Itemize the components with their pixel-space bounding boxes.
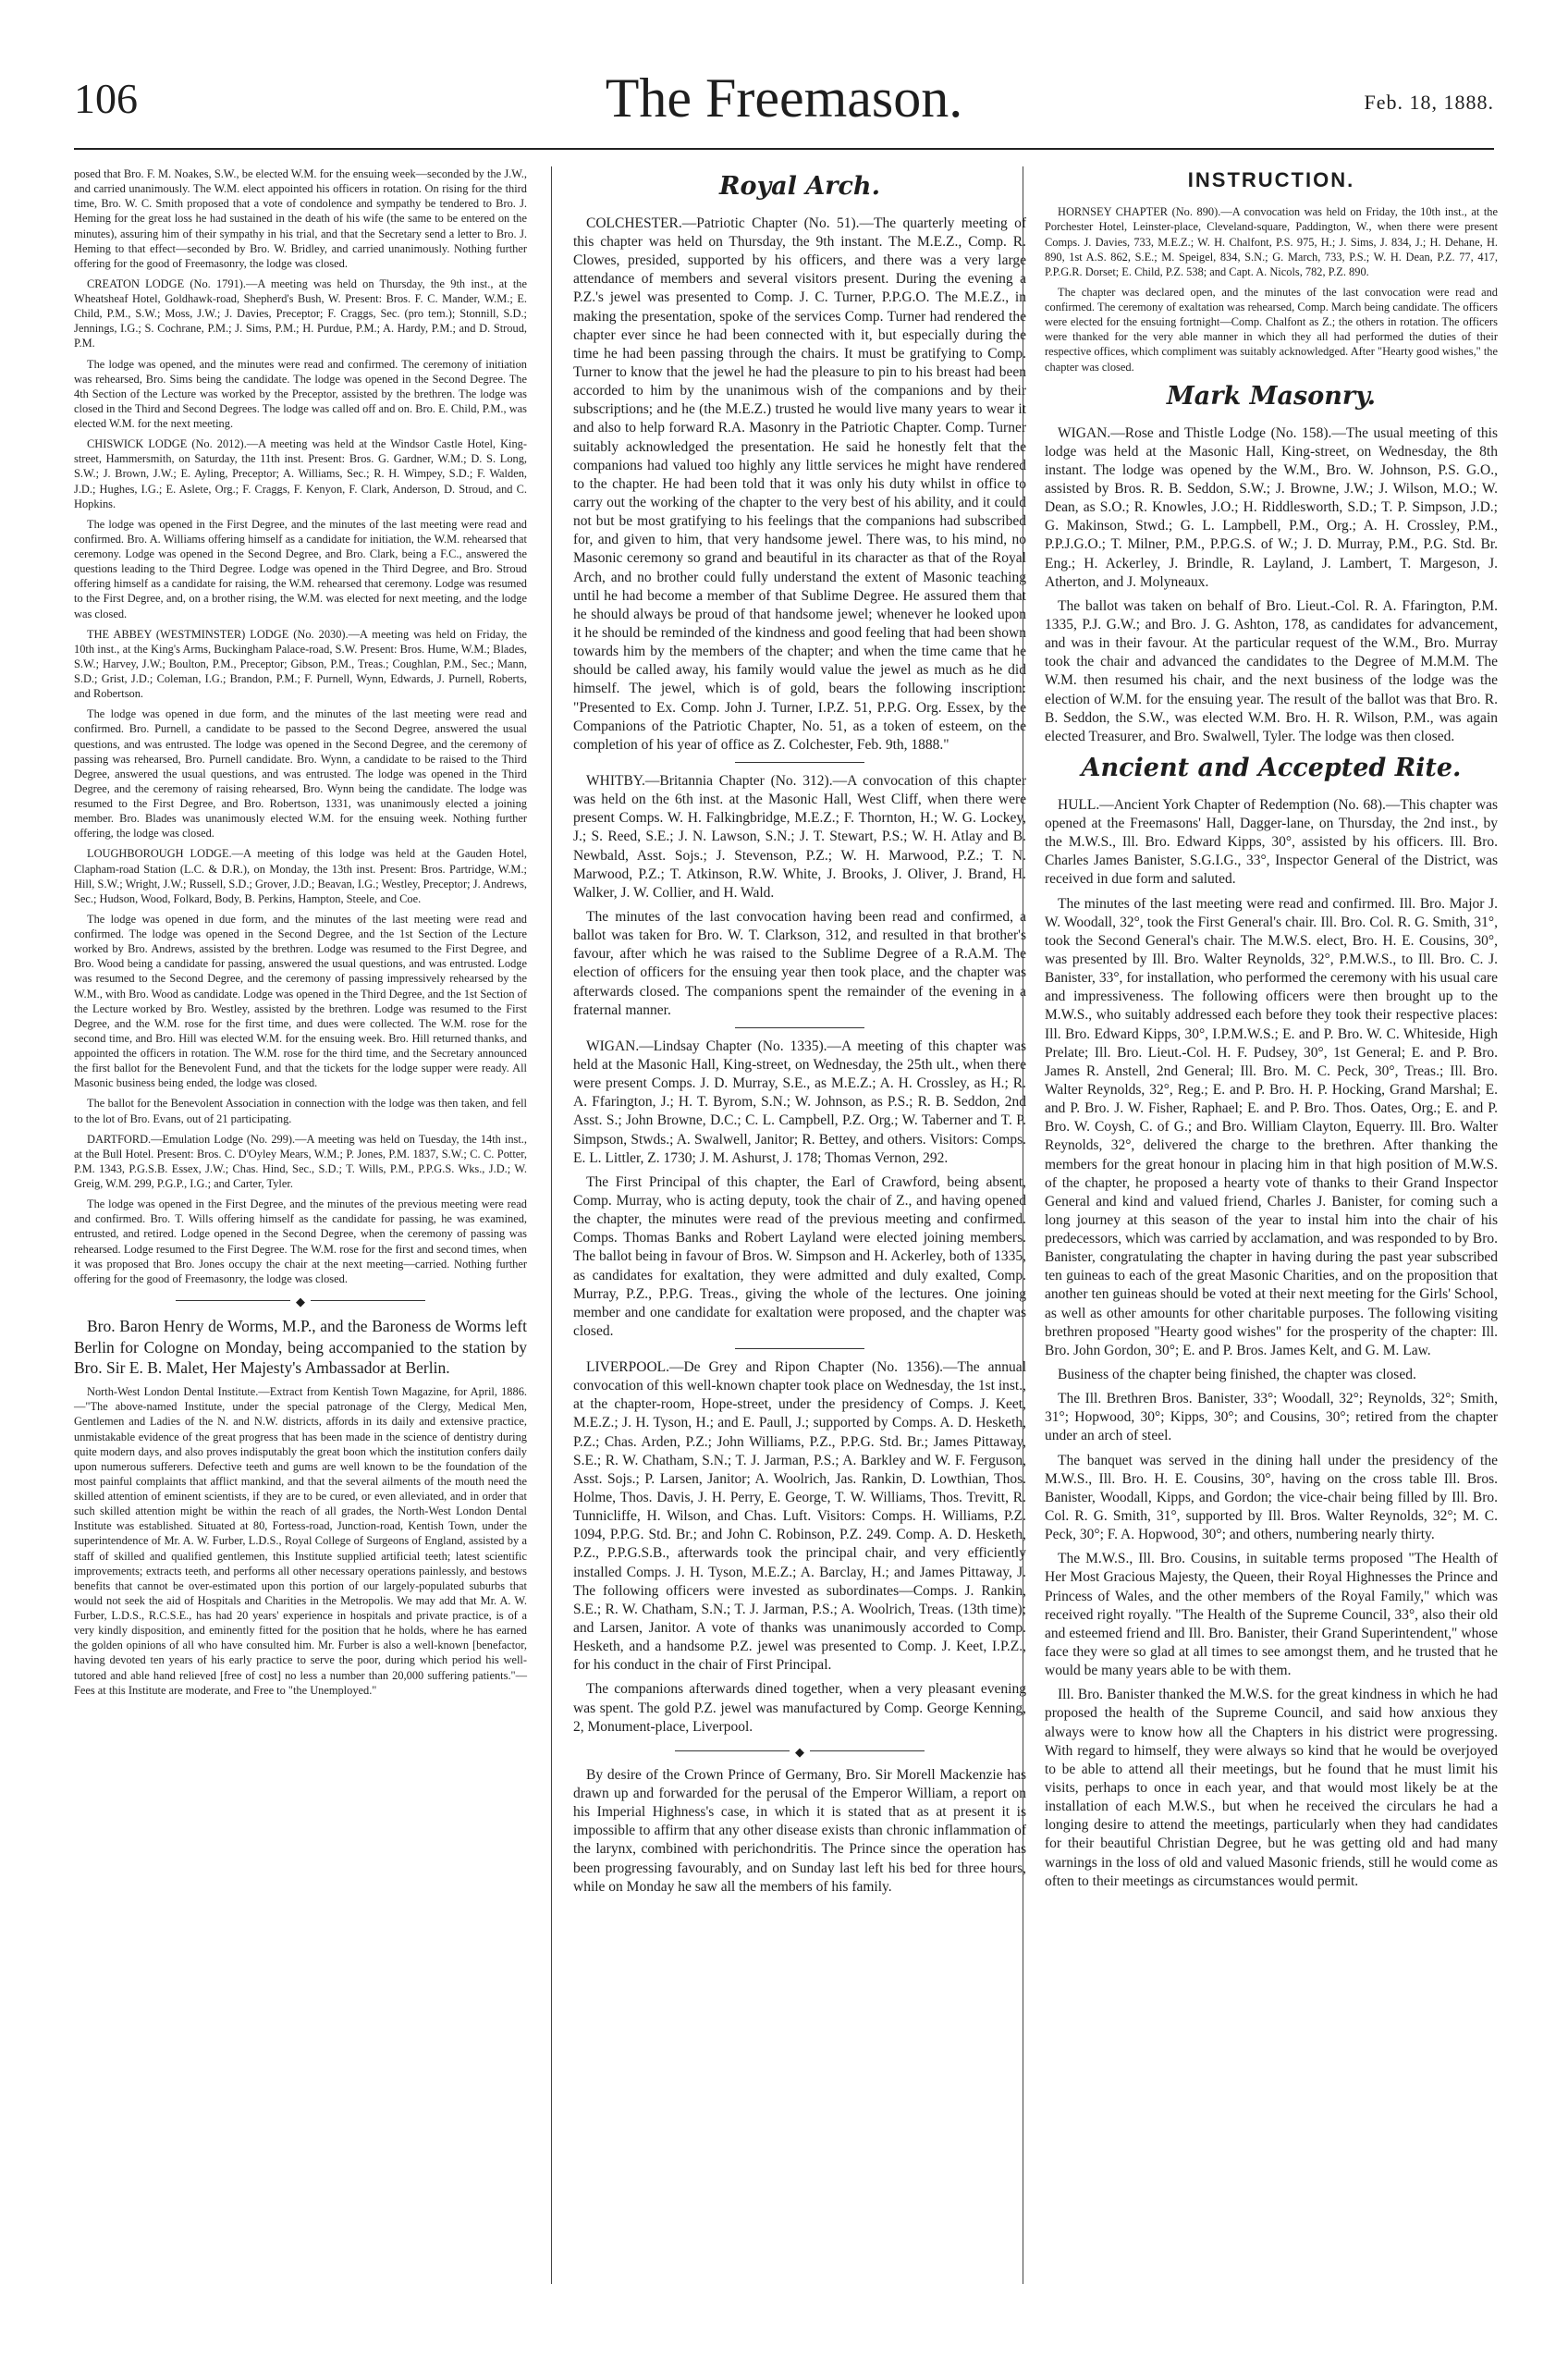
article-text: The ballot was taken on behalf of Bro. Lieut.-Col. R. A. Ffarington, P.M. 1335, P.J. G.W.; and Bro. J. G. Ashton, 178, as candidates for advancement, and was in their favour. At the particular request of the W.M., Bro. Murray took the chair and advanced the candidates to the Degree of M.M.M. The W.M. then resumed his chair, and the next business of the lodge was the election of W.M. for the ensuing year. The result of the ballot was that Bro. R. B. Seddon, the S.W., was elected W.M. Bro. H. R. Wilson, P.M., was again elected Treasurer, and Bro. Swalwell, Tyler. The lodge was then closed.	[1045, 597, 1498, 744]
article-divider	[735, 1348, 864, 1349]
article-text: The First Principal of this chapter, the Earl of Crawford, being absent, Comp. Murray, who is acting deputy, took the chair of Z., and having opened the chapter, the minutes were read of the previous meeting and confirmed. Comps. Thomas Banks and Robert Layland were elected joining members. The ballot being in favour of Bros. W. Simpson and H. Ackerley, both of 1335, as candidates for exaltation, they were admitted and duly exalted, Comp. Murray, P.Z., P.P.G. Treas., giving the whole of the lectures. One joining member and one candidate for exaltation were proposed, and the chapter was closed.	[573, 1173, 1026, 1339]
article-text: The M.W.S., Ill. Bro. Cousins, in suitable terms proposed "The Health of Her Most Gracious Majesty, the Queen, their Royal Highnesses the Prince and Princess of Wales, and the other members of the Royal Family," which was received right royally. "The Health of the Supreme Council, 33°, also their old and esteemed friend and Ill. Bro. Banister, their Grand Superintendent," whose face they were so glad at all times to see amongst them, and he trusted that he would be many years able to be with them.	[1045, 1551, 1498, 1679]
article-text: posed that Bro. F. M. Noakes, S.W., be elected W.M. for the ensuing week—seconded by the J.W., and carried unanimously. The W.M. elect appointed his officers in rotation. On rising for the third time, Bro. W. C. Smith proposed that a vote of condolence and sympathy be tendered to Bro. J. Heming for the great loss he had sustained in the death of his wife (the same to be entered on the minutes), assuring him of their sympathy in his trial, and that the Secretary send a letter to Bro. J. Heming to that effect—seconded by Bro. W. Bridley, and carried unanimously. Nothing further offering for the good of Freemasonry, the lodge was closed.	[74, 167, 527, 270]
article-loughborough-lodge: LOUGHBOROUGH LODGE.—A meeting of this lodge was held at the Gauden Hotel, Clapham-road Station (L.C. & D.R.), on Monday, the 13th inst. Present: Bros. Partridge, W.M.; Hill, S.W.; Wright, J.W.; Russell, S.D.; Grover, J.D.; Beavan, I.G.; Westley, Preceptor; J. Andrews, Sec.; Hudson, Wood, Folkard, Body, B. Perkins, Hampton, Steele, and Coe.	[74, 847, 527, 905]
section-divider: ◆	[573, 1744, 1026, 1757]
article-text: The lodge was opened in the First Degree, and the minutes of the last meeting were read and confirmed. Bro. A. Williams offering himself as a candidate for initiation, the W.M. rehearsed that ceremony. Lodge was opened in the Second Degree, and Bro. Clark, being a F.C., answered the questions leading to the Third Degree. Lodge was opened in the Third Degree, and Bro. Stroud offering himself as a candidate for raising, the W.M. rehearsed that ceremony. Lodge was resumed to the First Degree, and, on a brother rising, the W.M. was elected for next meeting, and the lodge was closed.	[74, 517, 527, 620]
article-liverpool: LIVERPOOL.—De Grey and Ripon Chapter (No. 1356).—The annual convocation of this well-known chapter took place on Wednesday, the 1st inst., at the chapter-room, Hope-street, under the presidency of Comps. J. Keet, M.E.Z.; J. H. Tyson, H.; and E. Paull, J.; supported by Comps. A. D. Hesketh, P.Z.; Chas. Arden, P.Z.; John Williams, P.Z., P.P.G. Std. Br.; James Pittaway, S.E.; R. W. Chatham, S.N.; T. J. Jarman, P.S.; A. Barkley and W. F. Ferguson, Asst. Sojs.; P. Larsen, Janitor; A. Woolrich, Jas. Rankin, D. Lowthian, Thos. Holme, Thos. Davis, J. H. Perry, E. George, T. W. Williams, Thos. Trevitt, R. Tunnicliffe, H. Wilson, and Chas. Luft. Visitors: Comps. H. Williams, P.Z. 1094, P.P.G. Std. Br.; and John C. Robinson, P.Z. 249. Comp. A. D. Hesketh, P.Z., P.P.G.S.B., afterwards took the principal chair, and very efficiently installed Comps. J. H. Tyson, M.E.Z.; A. Barclay, H.; and James Pittaway, J. The following officers were invested as subordinates—Comps. J. Rankin, S.E.; R. W. Chatham, S.N.; T. J. Jarman, P.S.; A. Woolrich, Treas. (13th time); and Larsen, Janitor. A vote of thanks was unanimously accorded to Comp. Hesketh, and a handsome P.Z. jewel was presented to Comp. J. Keet, I.P.Z., for his conduct in the chair of First Principal.	[573, 1359, 1026, 1674]
article-wigan-rose-thistle: WIGAN.—Rose and Thistle Lodge (No. 158).—The usual meeting of this lodge was held at the Masonic Hall, King-street, on Wednesday, the 8th instant. The lodge was opened by the W.M., Bro. W. Johnson, P.S. G.O., assisted by Bros. R. B. Seddon, S.W.; J. Browne, J.W.; J. Wilson, M.O.; W. Dean, as S.O.; R. Knowles, J.O.; H. Riddlesworth, S.D.; T. P. Simpson, J.D.; G. Makinson, Stwd.; G. L. Lampbell, P.M., Org.; A. H. Crossley, P.M., P.P.J.G.O.; T. Milner, P.M., P.P.G.S. of W.; J. D. Murray, P.M., P.G. Std. Br. Eng.; H. Ackerley, J. Brindle, R. Layland, J. Lambert, T. Margeson, J. Atherton, and J. Molyneaux.	[1045, 424, 1498, 590]
article-dartford: DARTFORD.—Emulation Lodge (No. 299).—A meeting was held on Tuesday, the 14th inst., at the Bull Hotel. Present: Bros. C. D'Oyley Mears, W.M.; P. Jones, P.M. 1837, S.W.; C. C. Potter, P.M. 1343, P.G.S.B. Essex, J.W.; Chas. Hind, Sec., S.D.; T. Wills, P.M., P.P.G.S. Wks., J.D.; W. Greig, W.M. 299, P.G.P., I.G.; and Carter, Tyler.	[74, 1132, 527, 1190]
page-number: 106	[74, 75, 138, 122]
section-heading-instruction: INSTRUCTION.	[1187, 168, 1355, 191]
article-text: Ill. Bro. Banister thanked the M.W.S. for the great kindness in which he had proposed the health of the Supreme Council, and said how anxious they always were to know how all the Chapters in his district were progressing. With regard to himself, they were always so kind that he would be overjoyed to be able to attend all their meetings, but he found that he must limit his visits, perhaps to once in each year, and that would most likely be at the installation of each M.W.S., but when he received the circulars he had a longing desire to attend the meetings, particularly when they had candidates for their beautiful Christian Degree, but he was getting old and had many warnings in the loss of old and valued Masonic friends, still he would come as often to their meetings as circumstances would permit.	[1045, 1687, 1498, 1889]
article-creaton-lodge: CREATON LODGE (No. 1791).—A meeting was held on Thursday, the 9th inst., at the Wheatsheaf Hotel, Goldhawk-road, Shepherd's Bush, W. Present: Bros. F. C. Mander, W.M.; E. Child, P.M., S.W.; Moss, J.W.; J. Davies, Preceptor; F. Craggs, Sec. (pro tem.); Stonnill, S.D.; Jennings, I.G.; S. Cochrane, P.M.; J. Sims, P.M.; H. Purdue, P.M.; A. Hardy, P.M.; and D. Stroud, P.M.	[74, 276, 527, 350]
article-text: The lodge was opened, and the minutes were read and confirmed. The ceremony of initiation was rehearsed, Bro. Sims being the candidate. The lodge was opened in the Second Degree. The 4th Section of the Lecture was worked by the Preceptor, assisted by the brethren. The lodge was closed in the Third and Second Degrees. The lodge was called off and on. Bro. E. Child, P.M., was elected W.M. for the next meeting.	[74, 357, 527, 430]
newspaper-title: The Freemason.	[605, 68, 963, 129]
article-text: The chapter was declared open, and the minutes of the last convocation were read and confirmed. The ceremony of exaltation was rehearsed, Comp. March being candidate. The officers were elected for the ensuing fortnight—Comp. Chalfont as Z.; the others in rotation. The officers were thanked for the very able manner in which they all had performed the duties of their respective offices, which compliment was suitably acknowledged. After "Hearty good wishes," the chapter was closed.	[1045, 285, 1498, 374]
masthead	[74, 55, 1494, 150]
article-text: The minutes of the last meeting were read and confirmed. Ill. Bro. Major J. W. Woodall, 32°, took the First General's chair. Ill. Bro. Col. R. G. Smith, 31°, took the Second General's chair. The M.W.S. elect, Bro. H. E. Cousins, 30°, was presented by Ill. Bro. Walter Reynolds, 32°, P.M.W.S., to Ill. Bro. C. J. Banister, 33°, for installation, who performed the ceremony with his usual care and impressiveness. The following officers were then brought up to the M.W.S., who suitably addressed each before they took their respective places: Ill. Bro. Edward Kipps, 30°, I.P.M.W.S.; E. and P. Bro. W. C. Whiteside, High Prelate; Ill. Bro. Lieut.-Col. H. F. Pudsey, 30°, 1st General; E. and P. Bro. James R. Anstell, 2nd General; Ill. Bro. M. C. Peck, 30°, Treas.; Ill. Bro. Walter Reynolds, 32°, Reg.; E. and P. Bro. H. P. Hocking, Grand Marshal; E. and P. Bro. J. W. Fisher, Raphael; E. and P. Bro. Thos. Oates, Org.; E. and P. Bro. W. Coysh, C. of G.; and Bro. William Clayton, Equerry. Ill. Bro. Walter Reynolds, 32°, delivered the charge to the brethren. After thanking the members for the great honour in placing him in that high position of M.W.S. of the chapter, he proposed a hearty vote of thanks to their Grand Inspector General and kind and valued friend, Charles J. Banister, for coming such a long journey at this season of the year to instal him into the chair of his predecessors, which was carried by acclamation, and was responded to by Bro. Banister, congratulating the chapter in having during the past year subscribed ten guineas to each of the great Masonic Charities, and on the proposition that another ten guineas should be voted at their next meeting for the Girls' School, as well as other amounts for other charitable purposes. The following visiting brethren proposed "Hearty good wishes" for the prosperity of the chapter: Ill. Bro. John Gordon, 30°; E. and P. Bros. James Kelt, and G. M. Law.	[1045, 895, 1498, 1358]
article-hornsey: HORNSEY CHAPTER (No. 890).—A convocation was held on Friday, the 10th inst., at the Porchester Hotel, Leinster-place, Cleveland-square, Paddington, W., when there were present Comps. J. Davies, 733, M.E.Z.; W. H. Chalfont, P.S. 975, H.; J. Sims, J. 834, J.; H. Dehane, H. 890, 1st A.S. 862, S.E.; M. Speigel, 834, S.N.; G. March, 733, P.S.; W. H. Dean, P.Z. 77, 417, P.P.G.R. Dorset; E. Child, P.Z. 538; and Capt. A. Nicols, 782, P.Z. 890.	[1045, 205, 1498, 278]
article-chiswick-lodge: CHISWICK LODGE (No. 2012).—A meeting was held at the Windsor Castle Hotel, King-street, Hammersmith, on Saturday, the 11th inst. Present: Bros. G. Gardner, W.M.; D. S. Long, S.W.; J. Brown, J.W.; E. Ayling, Preceptor; A. Williams, Sec.; R. H. Wimpey, S.D.; F. Walden, J.D.; Hughes, I.G.; E. Aslete, Org.; F. Craggs, F. Kenyon, F. Clark, Anderson, D. Stroud, and C. Hopkins.	[74, 437, 527, 510]
column-rule	[551, 166, 552, 2284]
article-divider	[735, 1027, 864, 1028]
column-right	[1045, 166, 1498, 1897]
article-abbey-lodge: THE ABBEY (WESTMINSTER) LODGE (No. 2030).—A meeting was held on Friday, the 10th inst., at the King's Arms, Buckingham Palace-road, S.W. Present: Bros. Hume, W.M.; Blades, S.W.; Harvey, J.W.; Boulton, P.M., Preceptor; Gibson, P.M., Treas.; Coughlan, P.M., Sec.; Mann, S.D.; Grist, J.D.; Coleman, I.G.; Brandon, P.M.; F. Purnell, Wynn, Edwards, J. Purnell, Roberts, and Robertson.	[74, 627, 527, 701]
article-dental-institute: North-West London Dental Institute.—Extract from Kentish Town Magazine, for April, 1886.—"The above-named Institute, under the special patronage of the Clergy, Medical Men, Gentlemen and Ladies of the N. and N.W. districts, affords in its daily and extensive practice, unmistakable evidence of the great progress that has been made in the science of dentistry during quite modern days, and also proves indisputably the great boon which the institution confers daily upon numerous sufferers. Defective teeth and gums are well known to be the foundation of the most painful complaints that afflict mankind, and that the several ailments of the mouth need the skilled attention of eminent scientists, if they are to be cured, or even alleviated, and in order that such skilled attention might be within the reach of all grades, the North-West London Dental Institute was established. Situated at 80, Fortess-road, Junction-road, Kentish Town, under the superintendence of Mr. A. W. Furber, L.D.S., Royal College of Surgeons of England, assisted by a staff of skilled and qualified gentlemen, this Institute supplied artificial teeth; latest scientific improvements; extracts teeth, and performs all other necessary operations painlessly, and bestows benefits that cannot be over-estimated upon this portion of our largely-populated suburbs that would not seek the aid of Hospitals and Charities in the Metropolis. We may add that Mr. A. W. Furber, L.D.S., R.C.S.E., has had 20 years' experience in hospitals and private practice, is of a very kindly disposition, and eminently fitted for the position that he holds, where he has earned the golden opinions of all who have consulted him. Mr. Furber is also a well-known [benefactor, having devoted ten years of his early practice to serve the poor, during which period his well-tutored and able hand relieved [free of cost] no less a number than 20,000 suffering patients."—Fees at this Institute are moderate, and Free to "the Unemployed."	[74, 1385, 527, 1697]
article-text: The banquet was served in the dining hall under the presidency of the M.W.S., Ill. Bro. H. E. Cousins, 30°, having on the cross table Ill. Bros. Banister, Woodall, Kipps, and Gordon; the vice-chair being filled by Ill. Bro. Col. R. G. Smith, 31°, supported by Ill. Bros. Walter Reynolds, 32°; M. C. Peck, 30°; F. A. Hopwood, 30°; and others, numbering nearly thirty.	[1045, 1452, 1498, 1543]
article-text: The lodge was opened in due form, and the minutes of the last meeting were read and confirmed. Bro. Purnell, a candidate to be passed to the Second Degree, answered the usual questions, and was entrusted. The lodge was opened in the Second Degree, and the ceremony of passing was rehearsed, Bro. Purnell candidate. Bro. Wynn, a candidate to be raised to the Third Degree, answered the usual questions, and was entrusted. The lodge was opened in the Third Degree, and the ceremony of raising rehearsed, Bro. Wynn being the candidate. The lodge was resumed to the First Degree, and Bro. Robertson, 1331, was unanimously elected a joining member. Bro. Blades was unanimously elected W.M. for the ensuing week. Nothing further offering, the lodge was closed.	[74, 707, 527, 841]
article-text: The lodge was opened in the First Degree, and the minutes of the previous meeting were read and confirmed. Bro. T. Wills offering himself as the candidate for passing, he was examined, entrusted, and retired. Lodge opened in the Second Degree, when the ceremony of passing was rehearsed. Lodge resumed to the First Degree. The W.M. rose for the first and second times, when it was proposed that Bro. Jones occupy the chair at the next meeting—carried. Nothing further offering for the good of Freemasonry, the lodge was closed.	[74, 1197, 527, 1285]
section-heading-royal-arch: Royal Arch.	[719, 172, 880, 201]
article-crown-prince: By desire of the Crown Prince of Germany, Bro. Sir Morell Mackenzie has drawn up and forwarded for the perusal of the Emperor William, a report on his Imperial Highness's case, in which it is stated that as at present it is impossible to affirm that any other disease exists than chronic inflammation of the larynx, combined with perichondritis. The Prince since the operation has been progressing favourably, and on Sunday last left his bed for three hours, while on Monday he saw all the members of his family.	[573, 1766, 1026, 1895]
section-heading-ancient-accepted-rite: Ancient and Accepted Rite.	[1081, 753, 1462, 782]
article-text: The Ill. Brethren Bros. Banister, 33°; Woodall, 32°; Reynolds, 32°; Smith, 31°; Hopwood, 30°; Kipps, 30°; and Cousins, 30°; retired from the chapter under an arch of steel.	[1045, 1391, 1498, 1444]
article-divider	[735, 762, 864, 763]
section-heading-mark-masonry: Mark Masonry.	[1166, 381, 1377, 411]
article-wigan-lindsay: WIGAN.—Lindsay Chapter (No. 1335).—A meeting of this chapter was held at the Masonic Hall, King-street, on Wednesday, the 25th ult., when there were present Comps. J. D. Murray, S.E., as M.E.Z.; A. H. Crossley, as H.; R. A. Ffarington, J.; H. T. Byrom, S.N.; W. Johnson, as P.S.; R. B. Seddon, 2nd Asst. S.; John Browne, D.C.; C. L. Campbell, P.Z. Org.; W. Taberner and T. P. Simpson, Stwds.; A. Swalwell, Janitor; R. Bettey, and others. Visitors: Comps. E. L. Littler, Z. 1730; J. M. Ashurst, J. 178; Thomas Vernon, 292.	[573, 1038, 1026, 1166]
article-hull: HULL.—Ancient York Chapter of Redemption (No. 68).—This chapter was opened at the Freemasons' Hall, Dagger-lane, on Thursday, the 2nd inst., by the M.W.S., Ill. Bro. Edward Kipps, 30°, assisted by his officers. Ill. Bro. Charles James Banister, S.G.I.G., 33°, Inspector General of the District, was received in due form and saluted.	[1045, 796, 1498, 888]
column-left	[74, 166, 527, 1703]
article-text: The ballot for the Benevolent Association in connection with the lodge was then taken, and fell to the lot of Bro. Evans, out of 21 participating.	[74, 1097, 527, 1125]
article-colchester: COLCHESTER.—Patriotic Chapter (No. 51).—The quarterly meeting of this chapter was held on Thursday, the 9th instant. The M.E.Z., Comp. R. Clowes, presided, supported by his officers, and there was a very large attendance of members and several visitors present. During the evening a P.Z.'s jewel was presented to Comp. J. C. Turner, P.P.G.O. The M.E.Z., in making the presentation, spoke of the services Comp. Turner had rendered the chapter ever since he had been connected with it, but especially during the time he had been passing through the chairs. It must be gratifying to Comp. Turner to know that the jewel he had the pleasure to pin to his breast had been accorded to him by the unanimous wish of the companions and by their subscriptions; and he (the M.E.Z.) trusted he would live many years to wear it and also to help forward R.A. Masonry in the Patriotic Chapter. Comp. Turner suitably acknowledged the presentation. He said he honestly felt that the companions had valued too highly any little services he might have rendered to the chapter. He had been told that it was only his duty whilst in office to carry out the working of the chapter to the very best of his ability, and it could not but be most gratifying to his feelings that the companions had subscribed for, and given to him, that very handsome jewel. There was, to his mind, no Masonic ceremony so grand and beautiful in its character as that of the Royal Arch, and no brother could fully understand the extent of Masonic teaching until he had become a member of that Sublime Degree. He assured them that he should always be proud of that handsome jewel; whenever he looked upon it he should be reminded of the kindness and good feeling that had been shown towards him by the members of the chapter; and when the time came that he should be called away, his family would value the jewel as much as he did himself. The jewel, which is of gold, bears the following inscription: "Presented to Ex. Comp. John J. Turner, I.P.Z. 51, P.P.G. Org. Essex, by the Companions of the Patriotic Chapter, No. 51, as a token of esteem, on the completion of his year of office as Z. Colchester, Feb. 9th, 1888."	[573, 215, 1026, 753]
column-middle	[573, 166, 1026, 1902]
article-text: The minutes of the last convocation having been read and confirmed, a ballot was taken for Bro. W. T. Clarkson, 312, and resulted in that brother's favour, after which he was raised to the Sublime Degree of a R.A.M. The election of officers for the ensuing year then took place, and the chapter was afterwards closed. The companions spent the remainder of the evening in a fraternal manner.	[573, 908, 1026, 1018]
issue-date: Feb. 18, 1888.	[1364, 91, 1494, 114]
article-text: The lodge was opened in due form, and the minutes of the last meeting were read and confirmed. The lodge was opened in the Second Degree, and the 1st Section of the Lecture worked by Bro. Andrews, assisted by the brethren. Lodge was resumed to the First Degree, and Bro. Wood being a candidate for passing, answered the usual questions, and was entrusted. Lodge was resumed to the Second Degree, and the ceremony of passing impressively rehearsed by the W.M., with Bro. Wood as candidate. Lodge was opened in the Third Degree, and the 1st Section of the Lecture worked by Bro. Westley, assisted by the brethren. Lodge was resumed to the First Degree, and the W.M. rose for the first time, and dues were collected. The W.M. rose for the second time, and Bro. Hill was elected W.M. for the ensuing week. Bro. Hill returned thanks, and appointed the officers in rotation. The W.M. rose for the third time, and the Secretary announced the first ballot for the Benevolent Fund, and that the tickets for the lodge supper were ready. All Masonic business being ended, the lodge was closed.	[74, 912, 527, 1090]
article-de-worms: Bro. Baron Henry de Worms, M.P., and the Baroness de Worms left Berlin for Cologne on Monday, being accompanied to the station by Bro. Sir E. B. Malet, Her Majesty's Ambassador at Berlin.	[74, 1316, 527, 1378]
article-text: Business of the chapter being finished, the chapter was closed.	[1058, 1367, 1416, 1383]
section-divider: ◆	[74, 1294, 527, 1307]
article-text: The companions afterwards dined together, when a very pleasant evening was spent. The gold P.Z. jewel was manufactured by Comp. George Kenning, 2, Monument-place, Liverpool.	[573, 1681, 1026, 1735]
article-whitby: WHITBY.—Britannia Chapter (No. 312).—A convocation of this chapter was held on the 6th inst. at the Masonic Hall, West Cliff, when there were present Comps. W. H. Falkingbridge, M.E.Z.; F. Thornton, H.; W. G. Lockey, J.; S. Reed, S.E.; J. N. Lawson, S.N.; J. T. Stewart, P.S.; W. H. Atlay and B. Newbald, Asst. Sojs.; J. Stevenson, P.Z.; W. H. Marwood, P.Z.; T. N. Marwood, P.Z.; T. Atkinson, R.W. White, J. Brooks, J. Oliver, J. Brand, H. Walker, J. W. Collier, and H. Wald.	[573, 772, 1026, 901]
